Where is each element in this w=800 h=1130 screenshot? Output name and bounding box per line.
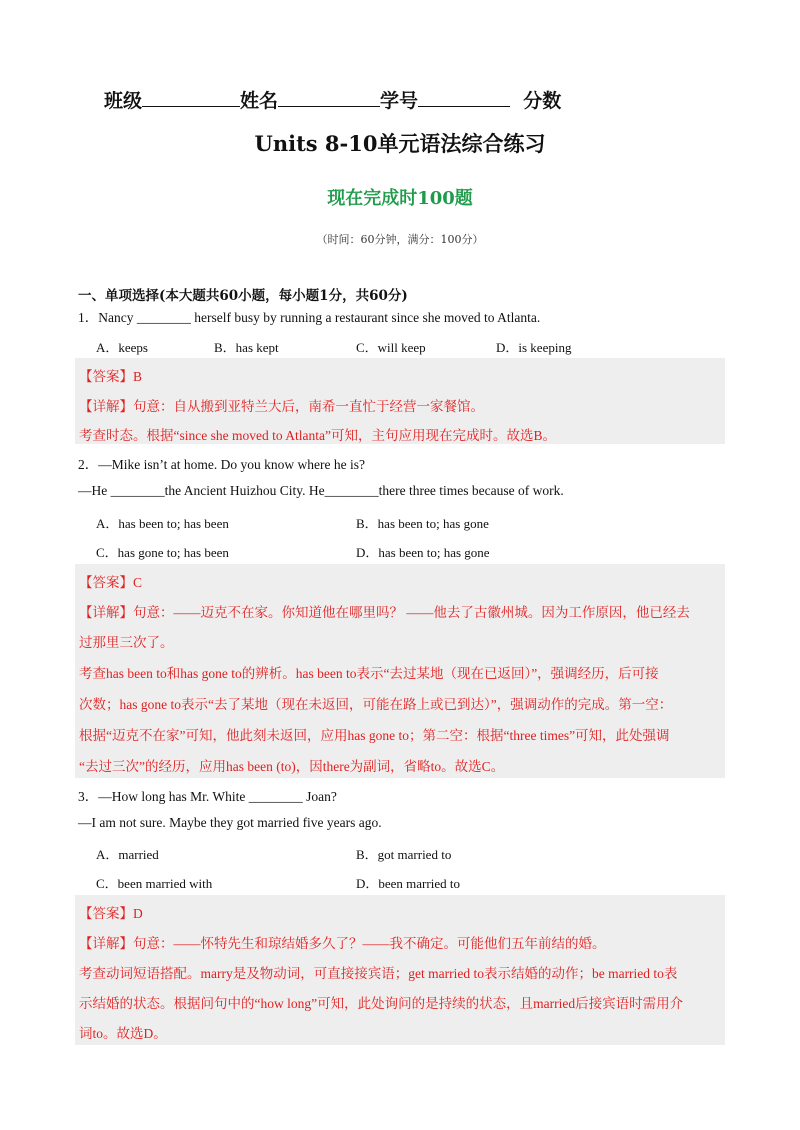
question-2-stem-1: 2．—Mike isn’t at home. Do you know where he is? (78, 457, 365, 472)
time-note: （时间：60分钟，满分：100分） (316, 233, 484, 246)
question-2-option-a: A．has been to; has been (96, 516, 229, 531)
question-2-stem-2: —He ________the Ancient Huizhou City. He________there three times because of work. (78, 483, 564, 498)
page-title: Units 8-10单元语法综合练习 (254, 131, 546, 156)
question-1-option-d: D．is keeping (496, 340, 572, 355)
id-blank[interactable] (418, 88, 510, 107)
id-label: 学号 (380, 90, 419, 112)
question-3-answer: 【答案】D (79, 906, 143, 921)
question-3-explain-2: 考查动词短语搭配。marry是及物动词，可直接接宾语；get married to表示结婚的动作；be married to表 (79, 966, 678, 981)
question-1-option-a: A．keeps (96, 340, 148, 355)
question-3-option-b: B．got married to (356, 847, 452, 862)
question-1-explain-1: 【详解】句意：自从搬到亚特兰大后，南希一直忙于经营一家餐馆。 (79, 399, 484, 414)
question-1-option-b: B．has kept (214, 340, 279, 355)
question-2-explain-6: “去过三次”的经历，应用has been (to)，因there为副词，省略to。故选C。 (79, 759, 505, 774)
question-2-explain-3: 考查has been to和has gone to的辨析。has been to表示“去过某地（现在已返回）”，强调经历，后可接 (79, 666, 659, 681)
question-2-explain-2: 过那里三次了。 (79, 635, 174, 650)
question-2-option-c: C．has gone to; has been (96, 545, 229, 560)
name-label: 姓名 (240, 90, 279, 112)
question-2-answer: 【答案】C (79, 575, 143, 590)
question-3-explain-3: 示结婚的状态。根据问句中的“how long”可知，此处询问的是持续的状态，且married后接宾语时需用介 (79, 996, 684, 1011)
question-1-explain-2: 考查时态。根据“since she moved to Atlanta”可知，主句应用现在完成时。故选B。 (79, 428, 556, 443)
question-2-explain-5: 根据“迈克不在家”可知，他此刻未返回，应用has gone to；第二空：根据“three times”可知，此处强调 (79, 728, 670, 743)
question-3-stem-1: 3．—How long has Mr. White ________ Joan? (78, 789, 337, 804)
question-3-option-c: C．been married with (96, 876, 213, 891)
class-label: 班级 (104, 90, 143, 112)
name-blank[interactable] (278, 88, 380, 107)
class-blank[interactable] (142, 88, 240, 107)
question-1-stem: 1．Nancy ________ herself busy by running a restaurant since she moved to Atlanta. (78, 310, 541, 325)
question-3-option-a: A．married (96, 847, 159, 862)
question-2-option-b: B．has been to; has gone (356, 516, 489, 531)
question-3-explain-4: 词to。故选D。 (79, 1026, 167, 1041)
question-3-stem-2: —I am not sure. Maybe they got married five years ago. (78, 815, 382, 830)
question-3-explain-1: 【详解】句意：——怀特先生和琼结婚多久了？——我不确定。可能他们五年前结的婚。 (79, 936, 606, 951)
question-2-option-d: D．has been to; has gone (356, 545, 490, 560)
question-3-answer-box (75, 895, 725, 1045)
question-1-option-c: C．will keep (356, 340, 426, 355)
question-2-explain-1: 【详解】句意：——迈克不在家。你知道他在哪里吗？ ——他去了古徽州城。因为工作原因，他已经去 (79, 605, 690, 620)
question-2-answer-box (75, 564, 725, 778)
score-label: 分数 (523, 90, 562, 112)
question-1-answer: 【答案】B (79, 369, 143, 384)
page-subtitle: 现在完成时100题 (327, 188, 473, 209)
question-2-explain-4: 次数；has gone to表示“去了某地（现在未返回，可能在路上或已到达）”，强调动作的完成。第一空： (79, 697, 673, 712)
question-1-answer-box (75, 358, 725, 444)
section-heading: 一、单项选择(本大题共60小题，每小题1分，共60分) (78, 288, 408, 304)
question-3-option-d: D．been married to (356, 876, 460, 891)
student-info-line (104, 86, 561, 113)
